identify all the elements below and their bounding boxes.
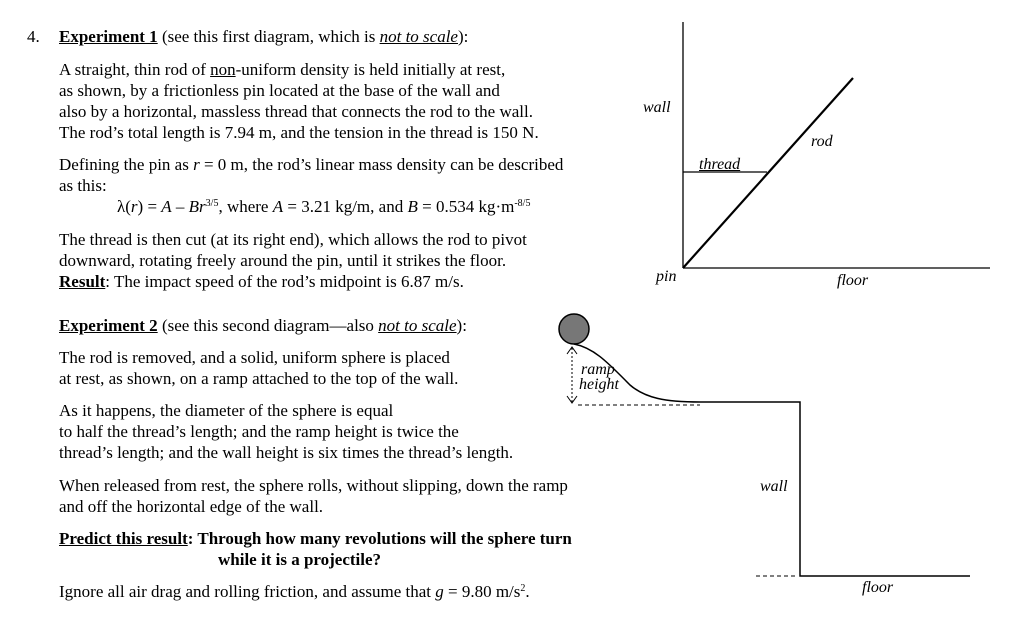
result-text: : The impact speed of the rod’s midpoint is 6.87 m/s. <box>105 272 464 291</box>
exp1-para1-line2: as shown, by a frictionless pin located at the base of the wall and <box>59 81 500 100</box>
text-span: = 0.534 kg·m <box>417 197 515 216</box>
exp2-para3-line2: and off the horizontal edge of the wall. <box>59 497 324 516</box>
lambda: λ( <box>117 197 131 216</box>
exp2-para3-line1: When released from rest, the sphere rolls, without slipping, down the ramp <box>59 476 568 495</box>
exp1-heading: Experiment 1 <box>59 27 158 46</box>
diagram1-floor-label: floor <box>837 272 869 289</box>
text-span: -uniform density is held initially at rest, <box>235 60 506 79</box>
var-g: g <box>435 582 444 601</box>
diagram2 <box>559 314 970 576</box>
exp2-para1-line1: The rod is removed, and a solid, uniform sphere is placed <box>59 348 450 367</box>
exp1-heading-suffix: (see this first diagram, which is <box>157 27 380 46</box>
exp1-para1-line3: also by a horizontal, massless thread that connects the rod to the wall. <box>59 102 533 121</box>
exp2-not-to-scale: not to scale <box>378 316 457 335</box>
predict-question: : Through how many revolutions will the sphere turn <box>187 529 572 548</box>
text-span: , where <box>218 197 273 216</box>
diagram2-ramp-label: ramp <box>581 361 615 378</box>
exp2-heading-close: ): <box>456 316 467 335</box>
text-span: – <box>171 197 189 216</box>
diagram1-rod-label: rod <box>811 133 833 150</box>
text-span: = 9.80 m/s <box>443 582 521 601</box>
exp1-para2-line2: as this: <box>59 176 107 195</box>
exp2-para1-line2: at rest, as shown, on a ramp attached to the top of the wall. <box>59 369 459 388</box>
exponent: -8/5 <box>514 198 531 209</box>
sphere <box>559 314 589 344</box>
exponent: 2 <box>520 583 526 594</box>
exp1-para3-line1: The thread is then cut (at its right end), which allows the rod to pivot <box>59 230 527 249</box>
diagram1 <box>683 22 990 268</box>
predict-label: Predict this result <box>59 529 188 548</box>
var-r: r <box>193 155 200 174</box>
predict-line2: while it is a projectile? <box>218 550 382 569</box>
text-span: . <box>525 582 530 601</box>
exp1-heading-close: ): <box>457 27 469 46</box>
exp1-para3-line2: downward, rotating freely around the pin, until it strikes the floor. <box>59 251 507 270</box>
exponent: 3/5 <box>205 198 219 209</box>
result-label: Result <box>59 272 106 291</box>
problem-number: 4. <box>27 27 40 46</box>
var-Br: Br <box>188 197 206 216</box>
exp2-para2-line2: to half the thread’s length; and the ramp height is twice the <box>59 422 459 441</box>
exp2-para2-line3: thread’s length; and the wall height is six times the thread’s length. <box>59 443 514 462</box>
diagram2-wall-label: wall <box>760 478 788 495</box>
text-span: ) = <box>137 197 162 216</box>
diagram2-floor-label: floor <box>862 579 894 596</box>
text-span: Defining the pin as <box>59 155 194 174</box>
text-span: = 0 m, the rod’s linear mass density can be described <box>199 155 564 174</box>
diagram1-pin-label: pin <box>656 268 677 285</box>
text-span: A straight, thin rod of <box>59 60 211 79</box>
ramp-wall-floor-outline <box>574 344 970 576</box>
exp1-not-to-scale: not to scale <box>379 27 458 46</box>
exp2-heading-suffix: (see this second diagram—also <box>157 316 379 335</box>
var-B: B <box>407 197 418 216</box>
text-span: Ignore all air drag and rolling friction, and assume that <box>59 582 436 601</box>
non-underlined: non <box>210 60 236 79</box>
exp2-heading: Experiment 2 <box>59 316 158 335</box>
diagram1-thread-label: thread <box>699 156 741 173</box>
var-A: A <box>161 197 172 216</box>
exp2-para2-line1: As it happens, the diameter of the sphere is equal <box>59 401 394 420</box>
var-r: r <box>130 197 138 216</box>
var-A: A <box>272 197 284 216</box>
text-span: = 3.21 kg/m, and <box>283 197 408 216</box>
exp1-para1-line4: The rod’s total length is 7.94 m, and the tension in the thread is 150 N. <box>59 123 539 142</box>
diagram2-height-label: height <box>579 376 619 393</box>
diagram1-wall-label: wall <box>643 99 671 116</box>
